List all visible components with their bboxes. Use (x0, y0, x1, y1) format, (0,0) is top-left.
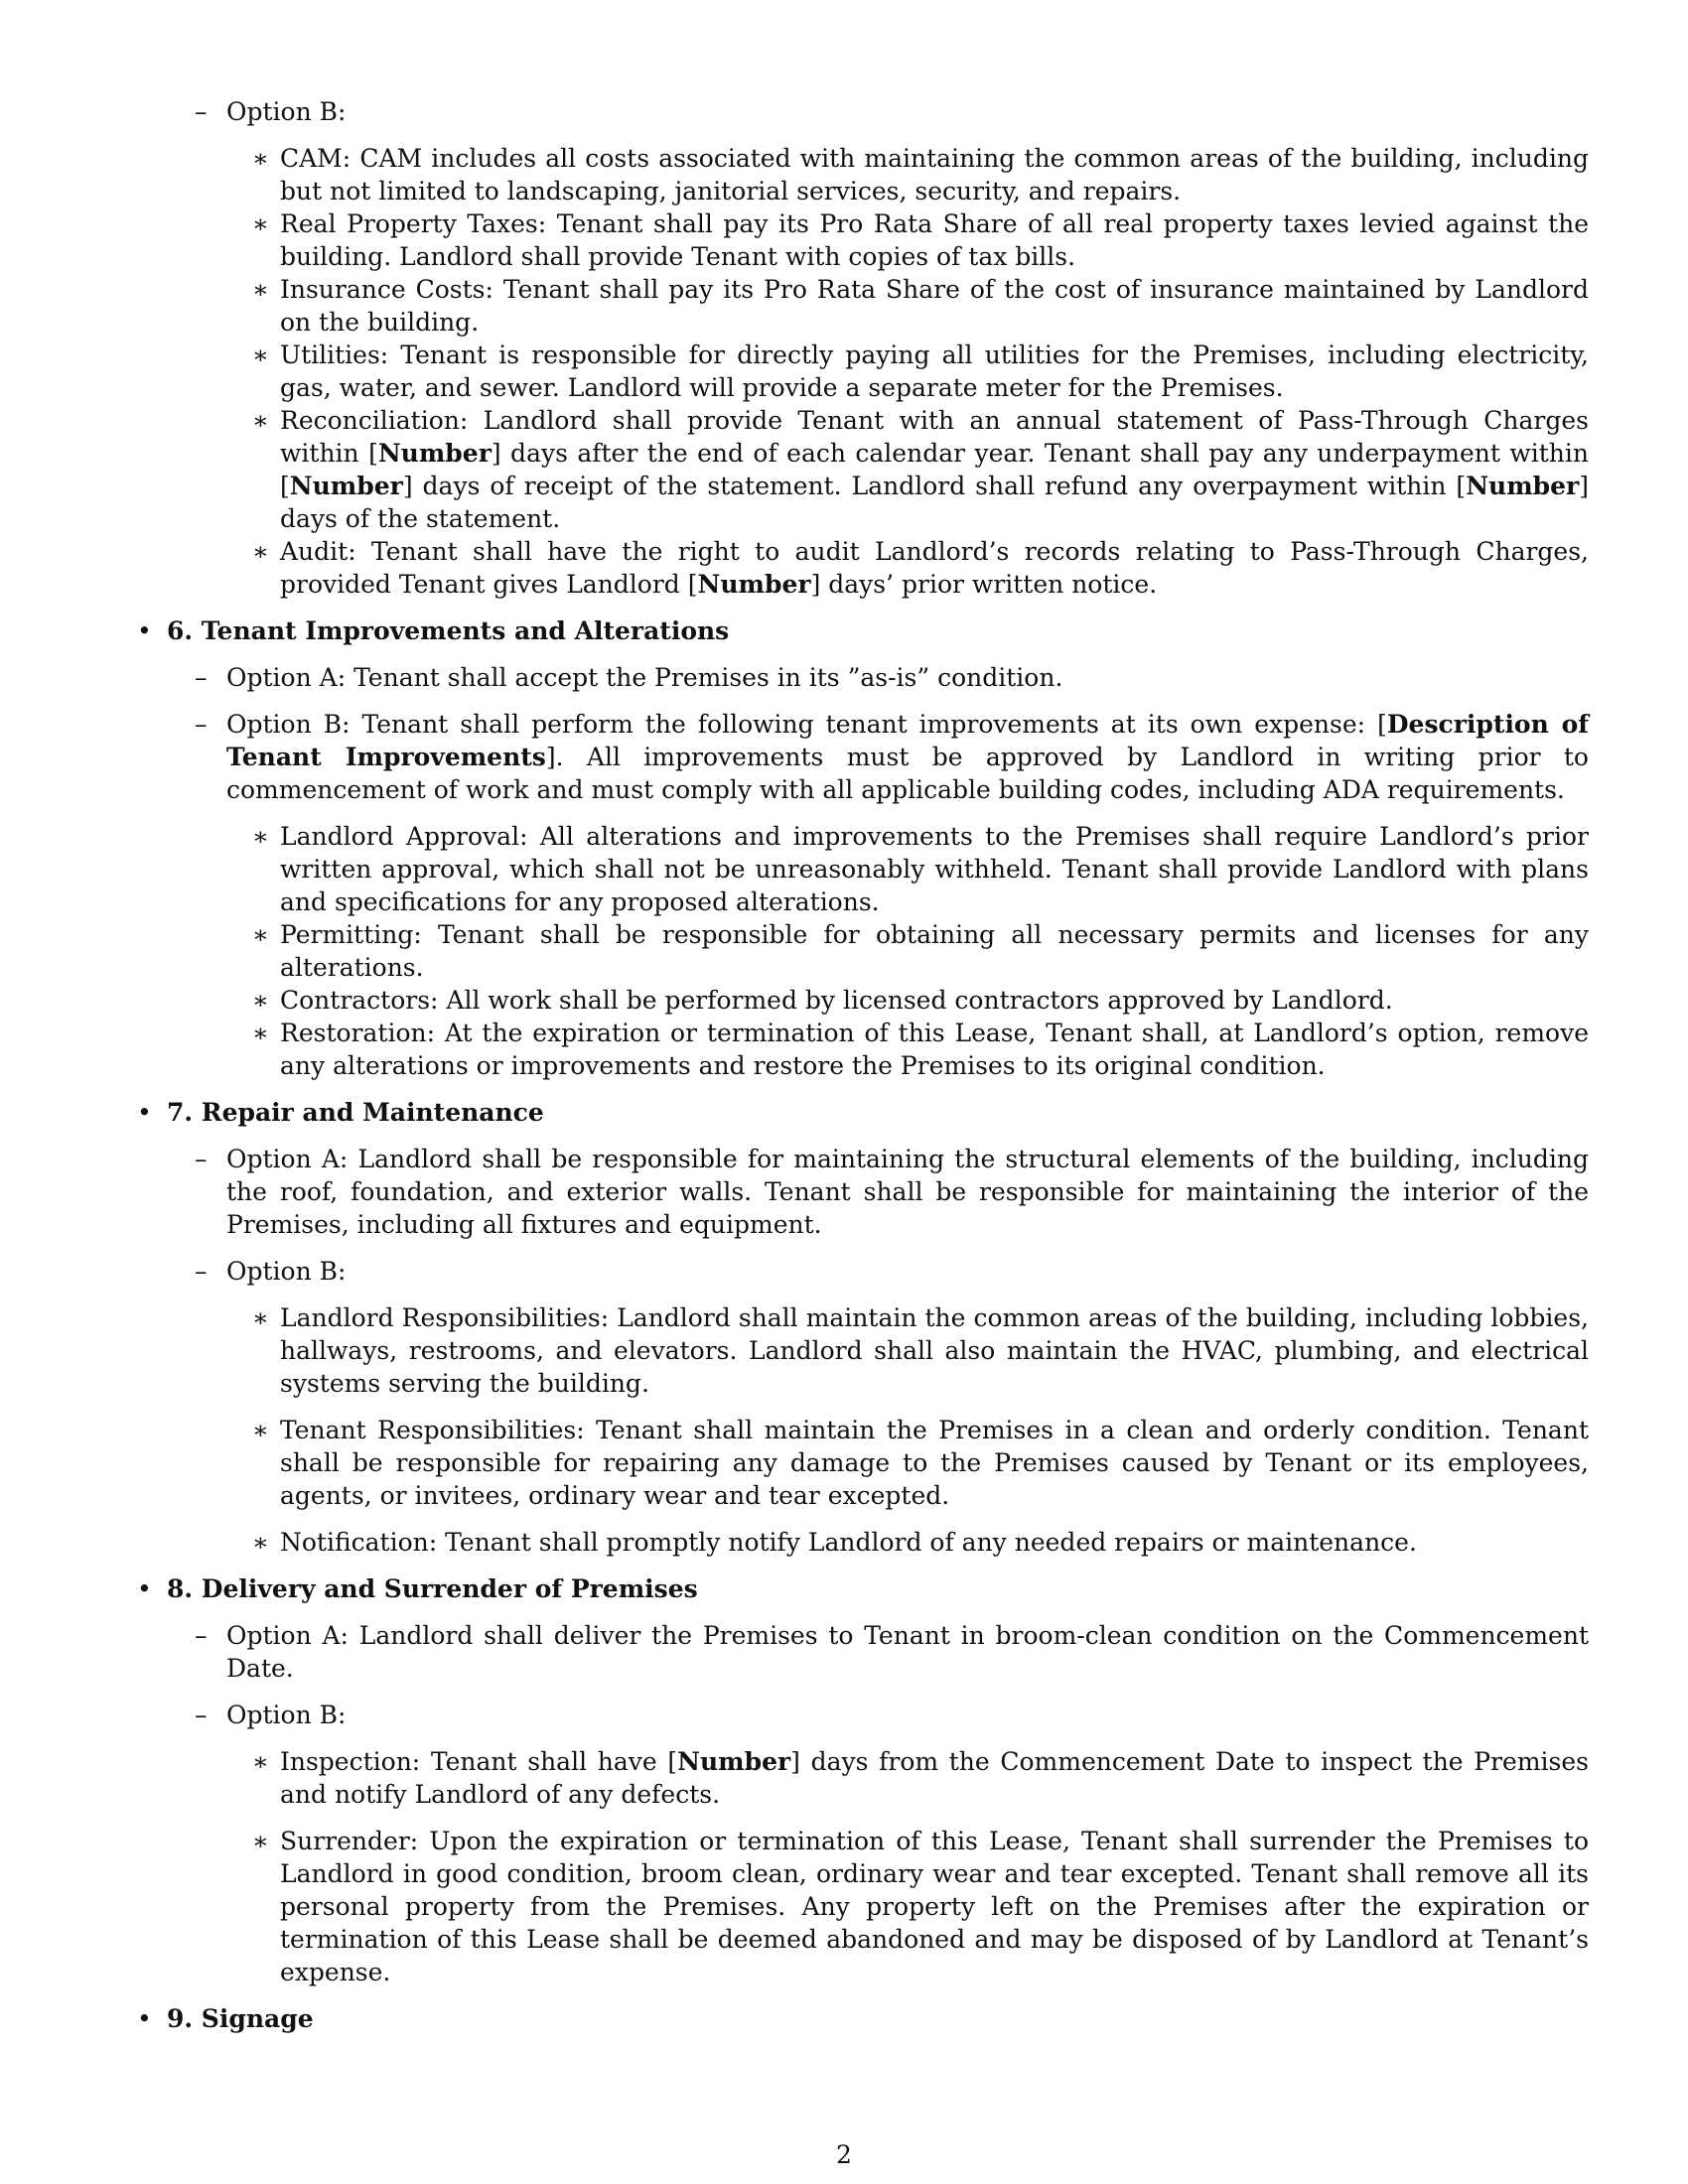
item-text: ] days of the statement. (280, 472, 1589, 533)
section6-option-b (129, 708, 1589, 806)
asterisk-marker: ∗ (252, 537, 269, 566)
asterisk-marker: ∗ (252, 1528, 269, 1557)
item-text: Permitting: Tenant shall be responsible for obtaining all necessary permits and licenses for any alterations. (280, 920, 1589, 982)
list-item-notification (129, 1526, 1589, 1559)
asterisk-marker: ∗ (252, 341, 269, 369)
asterisk-marker: ∗ (252, 1827, 269, 1855)
item-text: CAM: CAM includes all costs associated with maintaining the common areas of the building, including but not limited to landscaping, janitorial services, security, and repairs. (280, 144, 1589, 205)
asterisk-marker: ∗ (252, 1019, 269, 1047)
item-text: Notification: Tenant shall promptly notify Landlord of any needed repairs or maintenance. (280, 1528, 1417, 1557)
option-label: Option B: (226, 97, 347, 126)
bullet-marker: • (137, 1574, 152, 1603)
asterisk-marker: ∗ (252, 1747, 269, 1776)
item-text: Reconciliation: Landlord shall provide Tenant with an annual statement of Pass-Through Charges within [ (280, 406, 1589, 468)
section-7 (129, 1096, 1589, 1129)
list-item-tenant-responsibilities (129, 1414, 1589, 1512)
section-heading: 7. Repair and Maintenance (167, 1098, 544, 1127)
list-item-surrender (129, 1825, 1589, 1988)
asterisk-marker: ∗ (252, 986, 269, 1015)
placeholder-description: Description of Tenant Improvements (226, 710, 1589, 771)
item-text: ] days from the Commencement Date to inspect the Premises and notify Landlord of any defects. (280, 1747, 1589, 1809)
dash-marker: – (195, 97, 208, 126)
asterisk-marker: ∗ (252, 920, 269, 949)
item-text: ] days’ prior written notice. (810, 570, 1158, 599)
list-item-insurance-costs (129, 273, 1589, 339)
item-text: Landlord Approval: All alterations and improvements to the Premises shall require Landlord’s prior written approval, which shall not be unreasonably withheld. Tenant shall provide Landlord with plans and specifications for any proposed alterations. (280, 822, 1589, 916)
asterisk-marker: ∗ (252, 209, 269, 238)
item-text: ] days of receipt of the statement. Landlord shall refund any overpayment within [ (402, 472, 1467, 500)
section5-option-b-list (129, 142, 1589, 601)
section5-option-b (129, 95, 1589, 128)
bullet-marker: • (137, 616, 152, 645)
page-number: 2 (836, 2140, 852, 2169)
list-item-restoration (129, 1017, 1589, 1082)
list-item-inspection (129, 1745, 1589, 1811)
list-item-utilities (129, 339, 1589, 404)
document-body (129, 95, 1589, 2049)
placeholder-number: Number (697, 570, 811, 599)
list-item-landlord-approval (129, 820, 1589, 918)
option-text: ]. All improvements must be approved by Landlord in writing prior to commencement of work and must comply with all applicable building codes, including ADA requirements. (226, 743, 1589, 804)
section-6 (129, 614, 1589, 647)
asterisk-marker: ∗ (252, 1416, 269, 1444)
dash-marker: – (195, 663, 208, 692)
section7-option-b-list (129, 1301, 1589, 1559)
item-text: Inspection: Tenant shall have [ (280, 1747, 678, 1776)
item-text: ] days after the end of each calendar year. Tenant shall pay any underpayment within [ (280, 439, 1589, 500)
section7-option-b (129, 1255, 1589, 1288)
placeholder-number: Number (377, 439, 492, 468)
asterisk-marker: ∗ (252, 275, 269, 304)
section8-option-b (129, 1699, 1589, 1731)
section-8 (129, 1572, 1589, 1605)
item-text: Contractors: All work shall be performed by licensed contractors approved by Landlord. (280, 986, 1393, 1015)
dash-marker: – (195, 1145, 208, 1173)
list-item-reconciliation (129, 404, 1589, 535)
section6-option-b-list (129, 820, 1589, 1082)
list-item-permitting (129, 918, 1589, 984)
asterisk-marker: ∗ (252, 406, 269, 435)
section-heading: 9. Signage (167, 2004, 314, 2033)
option-text: Option A: Landlord shall be responsible for maintaining the structural elements of the building, including the roof, foundation, and exterior walls. Tenant shall be responsible for maintaining the interior of the Premises, including all fixtures and equipment. (226, 1145, 1589, 1239)
list-item-real-property-taxes (129, 207, 1589, 273)
dash-marker: – (195, 1257, 208, 1286)
option-text: Option A: Landlord shall deliver the Premises to Tenant in broom-clean condition on the Commencement Date. (226, 1621, 1589, 1683)
list-item-cam (129, 142, 1589, 207)
item-text: Real Property Taxes: Tenant shall pay its Pro Rata Share of all real property taxes levied against the building. Landlord shall provide Tenant with copies of tax bills. (280, 209, 1589, 271)
section8-option-b-list (129, 1745, 1589, 1988)
item-text: Audit: Tenant shall have the right to audit Landlord’s records relating to Pass-Through Charges, provided Tenant gives Landlord [ (280, 537, 1589, 599)
asterisk-marker: ∗ (252, 144, 269, 173)
list-item-landlord-responsibilities (129, 1301, 1589, 1400)
dash-marker: – (195, 1701, 208, 1729)
list-item-contractors (129, 984, 1589, 1017)
dash-marker: – (195, 710, 208, 739)
section-9 (129, 2002, 1589, 2035)
option-text: Option A: Tenant shall accept the Premises in its ”as-is” condition. (226, 663, 1063, 692)
section7-option-a (129, 1143, 1589, 1241)
section8-option-a (129, 1619, 1589, 1685)
item-text: Insurance Costs: Tenant shall pay its Pro Rata Share of the cost of insurance maintained by Landlord on the building. (280, 275, 1589, 337)
bullet-marker: • (137, 1098, 152, 1127)
section6-option-a (129, 661, 1589, 694)
section-heading: 6. Tenant Improvements and Alterations (167, 616, 730, 645)
asterisk-marker: ∗ (252, 822, 269, 851)
item-text: Landlord Responsibilities: Landlord shall maintain the common areas of the building, including lobbies, hallways, restrooms, and elevators. Landlord shall also maintain the HVAC, plumbing, and electrical systems serving the building. (280, 1303, 1589, 1398)
dash-marker: – (195, 1621, 208, 1650)
placeholder-number: Number (677, 1747, 791, 1776)
item-text: Tenant Responsibilities: Tenant shall maintain the Premises in a clean and orderly condition. Tenant shall be responsible for repairing any damage to the Premises caused by Tenant or its employees, agents, or invitees, ordinary wear and tear excepted. (280, 1416, 1589, 1510)
placeholder-number: Number (289, 472, 403, 500)
bullet-marker: • (137, 2004, 152, 2033)
section-heading: 8. Delivery and Surrender of Premises (167, 1574, 698, 1603)
option-text: Option B: Tenant shall perform the following tenant improvements at its own expense: [ (226, 710, 1387, 739)
item-text: Utilities: Tenant is responsible for directly paying all utilities for the Premises, including electricity, gas, water, and sewer. Landlord will provide a separate meter for the Premises. (280, 341, 1589, 402)
item-text: Surrender: Upon the expiration or termination of this Lease, Tenant shall surrender the Premises to Landlord in good condition, broom clean, ordinary wear and tear excepted. Tenant shall remove all its personal property from the Premises. Any property left on the Premises after the expiration or termination of this Lease shall be deemed abandoned and may be disposed of by Landlord at Tenant’s expense. (280, 1827, 1589, 1986)
item-text: Restoration: At the expiration or termination of this Lease, Tenant shall, at Landlord’s option, remove any alterations or improvements and restore the Premises to its original condition. (280, 1019, 1589, 1080)
placeholder-number: Number (1466, 472, 1580, 500)
list-item-audit (129, 535, 1589, 601)
option-label: Option B: (226, 1701, 347, 1729)
asterisk-marker: ∗ (252, 1303, 269, 1332)
option-label: Option B: (226, 1257, 347, 1286)
